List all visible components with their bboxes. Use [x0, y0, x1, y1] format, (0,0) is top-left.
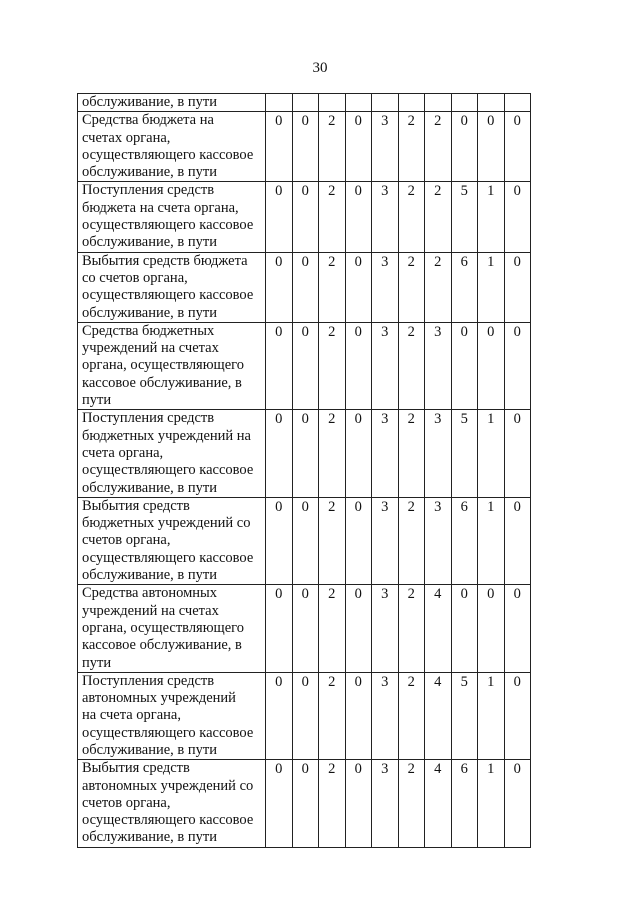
code-digit-cell: 5	[451, 410, 478, 497]
table-row	[78, 672, 531, 759]
continuation-row-label	[78, 94, 266, 112]
code-digit-cell: 3	[425, 322, 452, 409]
row-label-line: органа, осуществляющего	[82, 357, 244, 374]
row-label-line: кассовое обслуживание, в	[82, 637, 242, 654]
row-label-cell	[78, 112, 266, 182]
row-label-cell	[78, 585, 266, 672]
code-digit-cell: 3	[372, 497, 399, 584]
row-label-line: Выбытия средств бюджета	[82, 252, 248, 269]
row-label-line: осуществляющего кассовое	[82, 146, 254, 163]
code-digit-cell: 0	[451, 112, 478, 182]
code-digit-cell: 2	[319, 760, 346, 847]
row-label-cell	[78, 322, 266, 409]
table-row	[78, 182, 531, 252]
code-digit-cell: 3	[372, 112, 399, 182]
code-digit-cell: 0	[345, 585, 372, 672]
row-label-line: обслуживание, в пути	[82, 234, 218, 251]
row-label-line: Выбытия средств	[82, 497, 190, 514]
code-digit-cell: 2	[398, 322, 425, 409]
code-digit-cell: 0	[266, 672, 293, 759]
code-digit-cell: 0	[504, 760, 531, 847]
row-label-line: обслуживание, в пути	[82, 304, 218, 321]
code-digit-cell: 2	[319, 112, 346, 182]
row-label-line: Поступления средств	[82, 410, 215, 427]
row-label-line: обслуживание, в пути	[82, 741, 218, 758]
continuation-row	[78, 94, 531, 112]
code-digit-cell: 2	[398, 112, 425, 182]
code-digit-cell: 1	[478, 182, 505, 252]
code-digit-cell: 2	[398, 672, 425, 759]
code-digit-cell: 2	[319, 672, 346, 759]
code-digit-cell: 0	[345, 410, 372, 497]
code-digit-cell: 6	[451, 760, 478, 847]
code-digit-cell: 0	[345, 112, 372, 182]
row-label-line: бюджета на счета органа,	[82, 199, 239, 216]
row-label-line: на счета органа,	[82, 707, 181, 724]
row-label-line: пути	[82, 392, 112, 409]
row-label-line: осуществляющего кассовое	[82, 287, 254, 304]
row-label-line: обслуживание, в пути	[82, 479, 218, 496]
code-digit-cell: 0	[292, 252, 319, 322]
row-label-line: обслуживание, в пути	[82, 164, 218, 181]
table-row	[78, 322, 531, 409]
code-digit-cell: 0	[266, 322, 293, 409]
code-digit-cell: 4	[425, 585, 452, 672]
code-digit-cell: 0	[292, 410, 319, 497]
row-label-line: бюджетных учреждений со	[82, 515, 251, 532]
row-label-line: осуществляющего кассовое	[82, 462, 254, 479]
table-row	[78, 252, 531, 322]
row-label-line: кассовое обслуживание, в	[82, 374, 242, 391]
code-digit-cell: 0	[345, 322, 372, 409]
code-digit-cell: 0	[345, 672, 372, 759]
code-digit-cell: 2	[425, 252, 452, 322]
continuation-empty-cell	[398, 94, 425, 112]
code-digit-cell: 3	[372, 760, 399, 847]
code-digit-cell: 0	[504, 672, 531, 759]
code-digit-cell: 0	[266, 112, 293, 182]
code-digit-cell: 6	[451, 252, 478, 322]
code-digit-cell: 0	[504, 252, 531, 322]
row-label-cell	[78, 672, 266, 759]
code-digit-cell: 3	[372, 410, 399, 497]
row-label-line: счета органа,	[82, 444, 164, 461]
code-digit-cell: 2	[319, 585, 346, 672]
row-label-line: Средства бюджета на	[82, 112, 214, 129]
code-digit-cell: 3	[372, 182, 399, 252]
code-digit-cell: 5	[451, 672, 478, 759]
row-label-line: автономных учреждений	[82, 690, 236, 707]
code-digit-cell: 0	[345, 760, 372, 847]
code-digit-cell: 1	[478, 252, 505, 322]
code-digit-cell: 1	[478, 760, 505, 847]
continuation-empty-cell	[372, 94, 399, 112]
code-digit-cell: 3	[372, 672, 399, 759]
code-digit-cell: 0	[504, 497, 531, 584]
continuation-empty-cell	[266, 94, 293, 112]
code-digit-cell: 2	[398, 497, 425, 584]
code-digit-cell: 2	[398, 252, 425, 322]
row-label-line: осуществляющего кассовое	[82, 549, 254, 566]
continuation-empty-cell	[478, 94, 505, 112]
code-digit-cell: 2	[398, 182, 425, 252]
row-label-line: осуществляющего кассовое	[82, 217, 254, 234]
code-digit-cell: 4	[425, 672, 452, 759]
code-digit-cell: 0	[292, 322, 319, 409]
code-digit-cell: 0	[266, 252, 293, 322]
code-digit-cell: 2	[398, 410, 425, 497]
row-label-cell	[78, 252, 266, 322]
code-digit-cell: 1	[478, 497, 505, 584]
code-digit-cell: 5	[451, 182, 478, 252]
code-digit-cell: 2	[319, 322, 346, 409]
row-label-cell	[78, 410, 266, 497]
code-digit-cell: 0	[345, 182, 372, 252]
row-label-line: автономных учреждений со	[82, 777, 254, 794]
account-codes-table-body	[78, 94, 531, 848]
code-digit-cell: 0	[451, 322, 478, 409]
code-digit-cell: 6	[451, 497, 478, 584]
code-digit-cell: 2	[425, 182, 452, 252]
table-row	[78, 497, 531, 584]
row-label-line: учреждений на счетах	[82, 340, 219, 357]
row-label-line: Поступления средств	[82, 182, 215, 199]
row-label-line: осуществляющего кассовое	[82, 724, 254, 741]
code-digit-cell: 0	[478, 585, 505, 672]
code-digit-cell: 0	[292, 182, 319, 252]
row-label-line: бюджетных учреждений на	[82, 427, 251, 444]
row-label-line: осуществляющего кассовое	[82, 812, 254, 829]
code-digit-cell: 2	[319, 182, 346, 252]
code-digit-cell: 0	[345, 252, 372, 322]
row-label-line: Средства бюджетных	[82, 322, 215, 339]
page-number: 30	[312, 60, 328, 76]
row-label-cell	[78, 760, 266, 847]
code-digit-cell: 3	[425, 410, 452, 497]
continuation-empty-cell	[319, 94, 346, 112]
code-digit-cell: 4	[425, 760, 452, 847]
table-row	[78, 585, 531, 672]
row-label-line: счетов органа,	[82, 794, 171, 811]
code-digit-cell: 0	[478, 112, 505, 182]
code-digit-cell: 0	[504, 585, 531, 672]
code-digit-cell: 0	[504, 182, 531, 252]
code-digit-cell: 2	[425, 112, 452, 182]
code-digit-cell: 0	[266, 585, 293, 672]
code-digit-cell: 3	[425, 497, 452, 584]
row-label-line: пути	[82, 654, 112, 671]
row-label-line: счетах органа,	[82, 129, 171, 146]
code-digit-cell: 2	[319, 410, 346, 497]
row-label-line: счетов органа,	[82, 532, 171, 549]
code-digit-cell: 1	[478, 410, 505, 497]
code-digit-cell: 2	[398, 760, 425, 847]
code-digit-cell: 0	[451, 585, 478, 672]
continuation-empty-cell	[425, 94, 452, 112]
code-digit-cell: 0	[292, 497, 319, 584]
row-label-line: учреждений на счетах	[82, 602, 219, 619]
code-digit-cell: 2	[398, 585, 425, 672]
code-digit-cell: 0	[345, 497, 372, 584]
code-digit-cell: 0	[504, 112, 531, 182]
continuation-empty-cell	[451, 94, 478, 112]
code-digit-cell: 2	[319, 497, 346, 584]
code-digit-cell: 0	[266, 182, 293, 252]
row-label-line: органа, осуществляющего	[82, 619, 244, 636]
code-digit-cell: 0	[266, 760, 293, 847]
code-digit-cell: 0	[266, 410, 293, 497]
row-label-line: обслуживание, в пути	[82, 567, 218, 584]
account-codes-table	[77, 93, 531, 848]
account-codes-table-wrap	[77, 93, 531, 848]
code-digit-cell: 0	[504, 322, 531, 409]
row-label-cell	[78, 182, 266, 252]
row-label-line: обслуживание, в пути	[82, 829, 218, 846]
code-digit-cell: 0	[266, 497, 293, 584]
table-row	[78, 410, 531, 497]
row-label-line: со счетов органа,	[82, 269, 188, 286]
code-digit-cell: 0	[292, 672, 319, 759]
continuation-empty-cell	[292, 94, 319, 112]
row-label-line: Выбытия средств	[82, 760, 190, 777]
code-digit-cell: 0	[292, 585, 319, 672]
code-digit-cell: 0	[478, 322, 505, 409]
continuation-empty-cell	[345, 94, 372, 112]
code-digit-cell: 0	[292, 112, 319, 182]
row-label-line: Поступления средств	[82, 672, 215, 689]
code-digit-cell: 3	[372, 322, 399, 409]
table-row	[78, 112, 531, 182]
continuation-line: обслуживание, в пути	[82, 94, 218, 110]
code-digit-cell: 0	[292, 760, 319, 847]
table-row	[78, 760, 531, 847]
row-label-cell	[78, 497, 266, 584]
continuation-empty-cell	[504, 94, 531, 112]
code-digit-cell: 2	[319, 252, 346, 322]
code-digit-cell: 3	[372, 585, 399, 672]
code-digit-cell: 3	[372, 252, 399, 322]
code-digit-cell: 0	[504, 410, 531, 497]
row-label-line: Средства автономных	[82, 585, 218, 602]
code-digit-cell: 1	[478, 672, 505, 759]
